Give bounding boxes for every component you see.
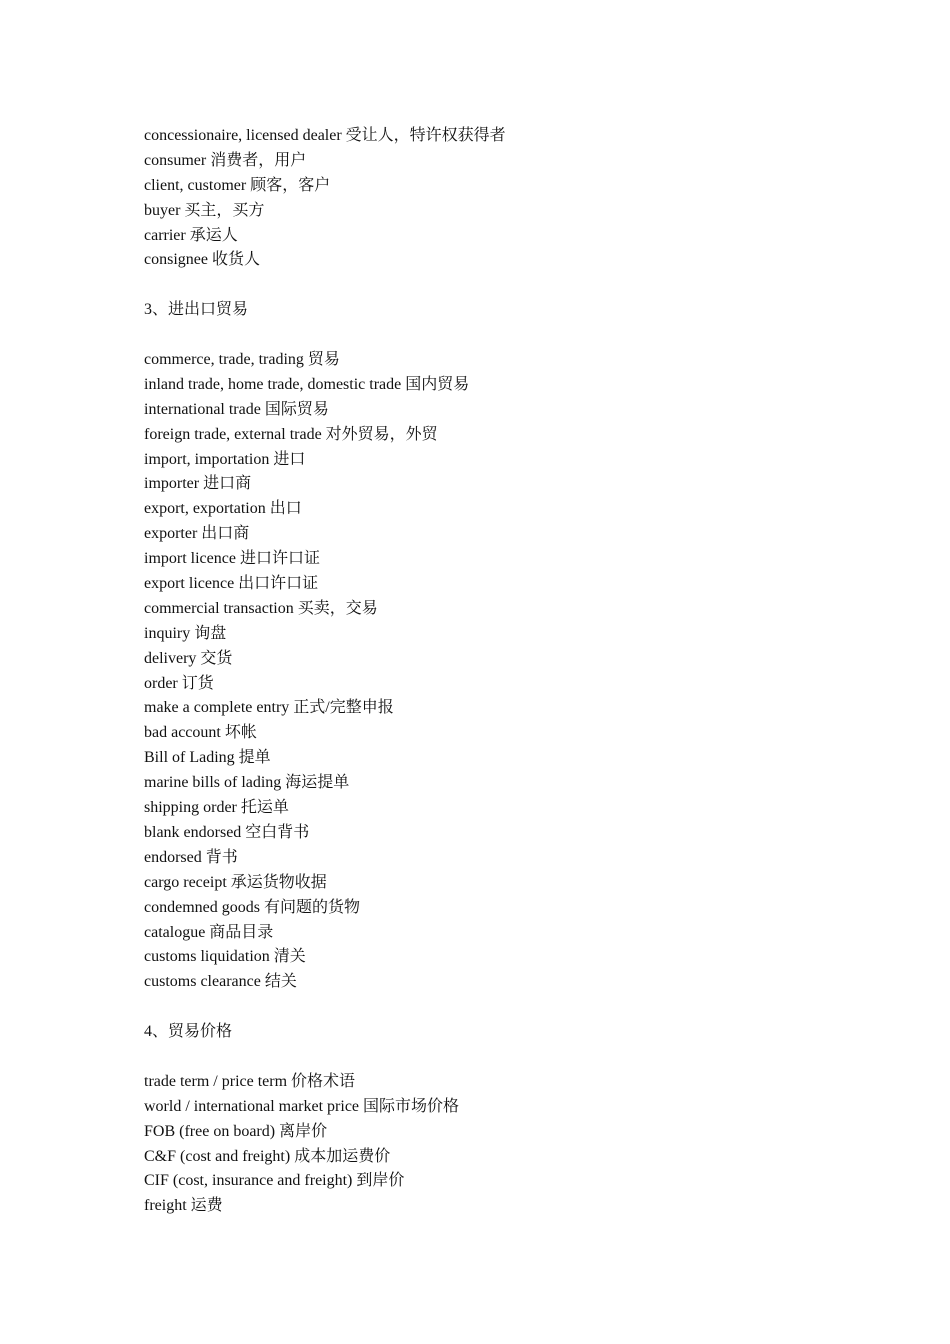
list-item: blank endorsed 空白背书 — [144, 823, 310, 841]
list-item: commercial transaction 买卖，交易 — [144, 599, 378, 617]
list-item: concessionaire, licensed dealer 受让人，特许权获得者 — [144, 127, 506, 144]
list-item: C&F (cost and freight) 成本加运费价 — [144, 1147, 391, 1165]
list-item: export, exportation 出口 — [144, 500, 302, 518]
list-item: buyer 买主，买方 — [144, 201, 265, 219]
list-item: export licence 出口许口证 — [144, 575, 319, 593]
list-item: exporter 出口商 — [144, 525, 250, 543]
list-item: import licence 进口许口证 — [144, 550, 320, 568]
spacer — [144, 995, 864, 1020]
list-item: FOB (free on board) 离岸价 — [144, 1122, 328, 1140]
list-item: make a complete entry 正式/完整申报 — [144, 699, 394, 717]
list-item: import, importation 进口 — [144, 450, 306, 468]
section-heading-import-export: 3、进出口贸易 — [144, 301, 249, 319]
list-item: international trade 国际贸易 — [144, 400, 329, 418]
list-item: order 订货 — [144, 674, 214, 692]
list-item: commerce, trade, trading 贸易 — [144, 351, 340, 369]
spacer — [144, 323, 864, 348]
section-heading-trade-price: 4、贸易价格 — [144, 1023, 233, 1041]
list-item: catalogue 商品目录 — [144, 923, 274, 941]
list-item: consignee 收货人 — [144, 251, 260, 269]
list-item: importer 进口商 — [144, 475, 252, 493]
list-item: endorsed 背书 — [144, 848, 238, 866]
list-item: cargo receipt 承运货物收据 — [144, 873, 327, 891]
spacer — [144, 1045, 864, 1070]
list-item: CIF (cost, insurance and freight) 到岸价 — [144, 1172, 405, 1190]
list-item: customs liquidation 清关 — [144, 948, 306, 966]
trade-price-term-list — [144, 1070, 864, 1219]
list-item: client, customer 顾客，客户 — [144, 176, 331, 194]
list-item: trade term / price term 价格术语 — [144, 1072, 356, 1090]
list-item: delivery 交货 — [144, 649, 233, 667]
list-item: inquiry 询盘 — [144, 624, 227, 642]
document-page — [144, 124, 864, 1219]
list-item: bad account 坏帐 — [144, 724, 257, 742]
list-item: world / international market price 国际市场价格 — [144, 1097, 460, 1115]
import-export-term-list — [144, 348, 864, 995]
top-term-list — [144, 124, 864, 273]
list-item: foreign trade, external trade 对外贸易，外贸 — [144, 425, 438, 443]
list-item: freight 运费 — [144, 1197, 223, 1215]
list-item: marine bills of lading 海运提单 — [144, 774, 350, 792]
spacer — [144, 273, 864, 298]
list-item: condemned goods 有问题的货物 — [144, 898, 360, 916]
list-item: shipping order 托运单 — [144, 799, 289, 817]
list-item: customs clearance 结关 — [144, 973, 297, 991]
list-item: Bill of Lading 提单 — [144, 749, 271, 767]
list-item: consumer 消费者，用户 — [144, 151, 307, 169]
list-item: inland trade, home trade, domestic trade 国内贸易 — [144, 375, 470, 393]
list-item: carrier 承运人 — [144, 226, 238, 244]
